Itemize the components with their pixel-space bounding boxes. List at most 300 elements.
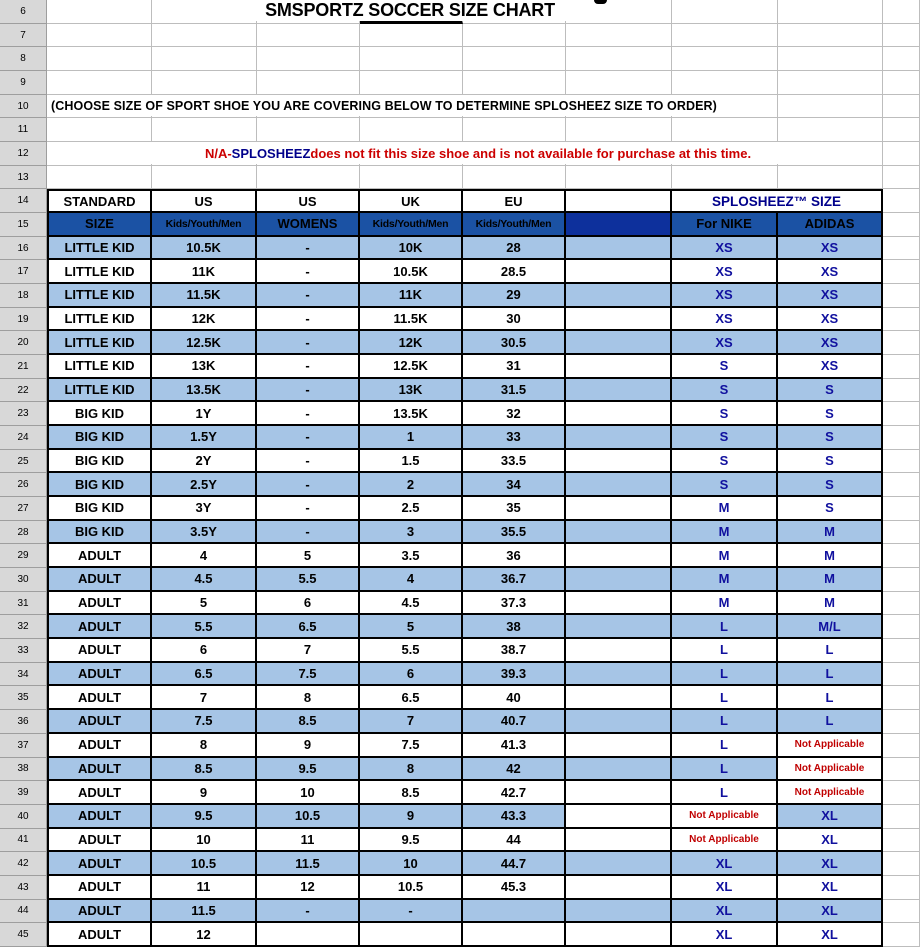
cell-extra[interactable] [883,189,920,213]
cell-uk-size[interactable]: 9.5 [360,829,463,853]
cell-nike-size[interactable]: XS [672,284,778,308]
cell-empty[interactable] [463,47,566,71]
cell-empty[interactable] [778,24,883,48]
cell-eu-size[interactable]: 42 [463,758,566,782]
cell-standard-size[interactable]: BIG KID [47,497,152,521]
row-number[interactable]: 38 [0,758,47,782]
header-eu[interactable]: EU [463,189,566,213]
cell-empty[interactable] [47,47,152,71]
cell-extra[interactable] [883,639,920,663]
cell-uk-size[interactable]: 11K [360,284,463,308]
cell-eu-size[interactable]: 31.5 [463,379,566,403]
cell-extra[interactable] [883,852,920,876]
cell-us-size[interactable]: 1Y [152,402,257,426]
cell-empty[interactable] [360,118,463,142]
cell-adidas-size[interactable]: L [778,639,883,663]
cell-empty[interactable] [463,71,566,95]
cell-nike-size[interactable]: S [672,355,778,379]
row-number[interactable]: 36 [0,710,47,734]
cell-empty[interactable] [672,71,778,95]
row-number[interactable]: 26 [0,473,47,497]
cell-standard-size[interactable]: LITTLE KID [47,331,152,355]
cell-empty[interactable] [257,24,360,48]
cell-eu-size[interactable] [463,923,566,947]
cell-extra[interactable] [883,331,920,355]
cell-adidas-size[interactable]: XL [778,876,883,900]
cell-standard-size[interactable]: ADULT [47,568,152,592]
header-us-sub[interactable]: Kids/Youth/Men [152,213,257,237]
cell-uk-size[interactable]: 5.5 [360,639,463,663]
cell-eu-size[interactable]: 30.5 [463,331,566,355]
cell-us-size[interactable]: 12 [152,923,257,947]
cell-us-size[interactable]: 6.5 [152,663,257,687]
cell-standard-size[interactable]: ADULT [47,544,152,568]
row-number[interactable]: 24 [0,426,47,450]
cell-nike-size[interactable]: M [672,592,778,616]
cell-extra[interactable] [883,497,920,521]
cell-extra[interactable] [883,710,920,734]
cell-us-womens-size[interactable]: 8.5 [257,710,360,734]
cell-us-size[interactable]: 7 [152,686,257,710]
header-splosheez-size[interactable]: SPLOSHEEZ™ SIZE [672,189,883,213]
cell-gap[interactable] [566,758,672,782]
cell-empty[interactable] [566,71,672,95]
cell-adidas-size[interactable]: XS [778,284,883,308]
cell-nike-size[interactable]: Not Applicable [672,829,778,853]
cell-empty[interactable] [47,24,152,48]
cell-us-womens-size[interactable]: 8 [257,686,360,710]
cell-gap[interactable] [566,308,672,332]
cell-nike-size[interactable]: M [672,497,778,521]
cell-empty[interactable] [257,47,360,71]
cell-eu-size[interactable]: 34 [463,473,566,497]
cell-us-size[interactable]: 10.5K [152,237,257,261]
cell-us-womens-size[interactable]: - [257,473,360,497]
cell-extra[interactable] [883,900,920,924]
cell-empty[interactable] [778,95,883,119]
cell-gap[interactable] [566,379,672,403]
cell-us-womens-size[interactable]: - [257,379,360,403]
cell-empty[interactable] [778,118,883,142]
cell-empty[interactable] [360,24,463,48]
row-number[interactable]: 20 [0,331,47,355]
cell-gap[interactable] [566,450,672,474]
cell-uk-size[interactable]: 13.5K [360,402,463,426]
row-number[interactable]: 31 [0,592,47,616]
cell-standard-size[interactable]: BIG KID [47,521,152,545]
cell-empty[interactable] [360,71,463,95]
cell-empty[interactable] [152,118,257,142]
row-number[interactable]: 37 [0,734,47,758]
cell-uk-size[interactable]: 7.5 [360,734,463,758]
cell-standard-size[interactable]: ADULT [47,615,152,639]
cell-us-womens-size[interactable]: - [257,331,360,355]
header-womens[interactable]: WOMENS [257,213,360,237]
cell-standard-size[interactable]: BIG KID [47,426,152,450]
row-number[interactable]: 7 [0,24,47,48]
cell-standard-size[interactable]: ADULT [47,923,152,947]
cell-adidas-size[interactable]: S [778,402,883,426]
cell-gap[interactable] [566,639,672,663]
cell-nike-size[interactable]: M [672,544,778,568]
cell-empty[interactable] [883,0,920,24]
cell-nike-size[interactable]: S [672,450,778,474]
cell-adidas-size[interactable]: L [778,686,883,710]
cell-nike-size[interactable]: S [672,379,778,403]
cell-standard-size[interactable]: ADULT [47,758,152,782]
cell-us-womens-size[interactable]: - [257,521,360,545]
cell-eu-size[interactable]: 28.5 [463,260,566,284]
row-number[interactable]: 25 [0,450,47,474]
cell-extra[interactable] [883,237,920,261]
cell-extra[interactable] [883,260,920,284]
cell-us-size[interactable]: 10.5 [152,852,257,876]
cell-empty[interactable] [566,166,672,190]
cell-gap[interactable] [566,568,672,592]
cell-nike-size[interactable]: Not Applicable [672,805,778,829]
cell-us-size[interactable]: 3Y [152,497,257,521]
cell-extra[interactable] [883,758,920,782]
header-standard[interactable]: STANDARD [47,189,152,213]
cell-uk-size[interactable]: 6.5 [360,686,463,710]
header-us-womens[interactable]: US [257,189,360,213]
cell-uk-size[interactable]: 3.5 [360,544,463,568]
cell-extra[interactable] [883,426,920,450]
cell-extra[interactable] [883,829,920,853]
cell-extra[interactable] [883,734,920,758]
cell-extra[interactable] [883,355,920,379]
cell-us-womens-size[interactable]: 12 [257,876,360,900]
cell-eu-size[interactable]: 38 [463,615,566,639]
cell-adidas-size[interactable]: XS [778,260,883,284]
cell-standard-size[interactable]: BIG KID [47,473,152,497]
cell-uk-size[interactable] [360,923,463,947]
cell-empty[interactable] [778,71,883,95]
cell-gap[interactable] [566,592,672,616]
cell-uk-size[interactable]: 10.5 [360,876,463,900]
cell-uk-size[interactable]: 4 [360,568,463,592]
cell-extra[interactable] [883,308,920,332]
cell-uk-size[interactable]: 1 [360,426,463,450]
cell-nike-size[interactable]: XS [672,331,778,355]
cell-us-womens-size[interactable]: - [257,284,360,308]
row-number[interactable]: 40 [0,805,47,829]
cell-gap[interactable] [566,805,672,829]
row-number[interactable]: 33 [0,639,47,663]
cell-us-womens-size[interactable]: - [257,308,360,332]
header-gap[interactable] [566,189,672,213]
header-gap-dark[interactable] [566,213,672,237]
cell-adidas-size[interactable]: XL [778,829,883,853]
cell-empty[interactable] [463,24,566,48]
cell-us-womens-size[interactable]: 5.5 [257,568,360,592]
cell-us-size[interactable]: 7.5 [152,710,257,734]
cell-standard-size[interactable]: ADULT [47,734,152,758]
cell-us-size[interactable]: 11.5K [152,284,257,308]
row-number[interactable]: 35 [0,686,47,710]
cell-eu-size[interactable]: 43.3 [463,805,566,829]
cell-nike-size[interactable]: L [672,710,778,734]
cell-us-size[interactable]: 13K [152,355,257,379]
cell-us-size[interactable]: 8.5 [152,758,257,782]
cell-extra[interactable] [883,379,920,403]
cell-standard-size[interactable]: ADULT [47,710,152,734]
cell-empty[interactable] [883,118,920,142]
cell-eu-size[interactable]: 45.3 [463,876,566,900]
cell-eu-size[interactable]: 33.5 [463,450,566,474]
row-number[interactable]: 34 [0,663,47,687]
cell-empty[interactable] [883,95,920,119]
cell-nike-size[interactable]: L [672,758,778,782]
row-number[interactable]: 19 [0,308,47,332]
cell-us-womens-size[interactable]: - [257,355,360,379]
row-number[interactable]: 30 [0,568,47,592]
cell-nike-size[interactable]: M [672,568,778,592]
cell-nike-size[interactable]: S [672,426,778,450]
cell-gap[interactable] [566,237,672,261]
cell-standard-size[interactable]: BIG KID [47,402,152,426]
cell-uk-size[interactable]: 12K [360,331,463,355]
cell-us-size[interactable]: 5.5 [152,615,257,639]
row-number[interactable]: 23 [0,402,47,426]
cell-empty[interactable] [360,166,463,190]
cell-extra[interactable] [883,544,920,568]
cell-eu-size[interactable]: 40 [463,686,566,710]
cell-adidas-size[interactable]: M/L [778,615,883,639]
cell-gap[interactable] [566,521,672,545]
cell-standard-size[interactable]: LITTLE KID [47,355,152,379]
cell-us-size[interactable]: 12.5K [152,331,257,355]
cell-us-womens-size[interactable]: - [257,237,360,261]
cell-us-womens-size[interactable]: 7 [257,639,360,663]
row-number[interactable]: 15 [0,213,47,237]
cell-gap[interactable] [566,781,672,805]
cell-us-womens-size[interactable]: 11 [257,829,360,853]
cell-uk-size[interactable]: 3 [360,521,463,545]
cell-us-size[interactable]: 4.5 [152,568,257,592]
cell-standard-size[interactable]: ADULT [47,900,152,924]
row-number[interactable]: 39 [0,781,47,805]
cell-us-womens-size[interactable]: 10.5 [257,805,360,829]
cell-empty[interactable] [152,47,257,71]
row-number[interactable]: 28 [0,521,47,545]
cell-empty[interactable] [463,166,566,190]
cell-adidas-size[interactable]: M [778,544,883,568]
cell-uk-size[interactable]: 9 [360,805,463,829]
cell-nike-size[interactable]: L [672,734,778,758]
cell-nike-size[interactable]: XS [672,308,778,332]
cell-adidas-size[interactable]: L [778,710,883,734]
row-number[interactable]: 9 [0,71,47,95]
cell-empty[interactable] [47,142,152,166]
cell-gap[interactable] [566,497,672,521]
cell-empty[interactable] [778,47,883,71]
cell-gap[interactable] [566,615,672,639]
cell-eu-size[interactable]: 41.3 [463,734,566,758]
cell-extra[interactable] [883,663,920,687]
cell-standard-size[interactable]: ADULT [47,805,152,829]
cell-empty[interactable] [778,166,883,190]
row-number[interactable]: 41 [0,829,47,853]
cell-us-size[interactable]: 3.5Y [152,521,257,545]
cell-adidas-size[interactable]: XS [778,308,883,332]
cell-adidas-size[interactable]: M [778,568,883,592]
cell-empty[interactable] [257,71,360,95]
row-number[interactable]: 10 [0,95,47,119]
cell-us-size[interactable]: 9.5 [152,805,257,829]
cell-adidas-size[interactable]: XL [778,852,883,876]
cell-standard-size[interactable]: ADULT [47,852,152,876]
cell-us-size[interactable]: 5 [152,592,257,616]
cell-adidas-size[interactable]: Not Applicable [778,734,883,758]
cell-us-size[interactable]: 11 [152,876,257,900]
cell-us-womens-size[interactable]: - [257,426,360,450]
cell-standard-size[interactable]: ADULT [47,829,152,853]
cell-eu-size[interactable]: 31 [463,355,566,379]
cell-empty[interactable] [463,118,566,142]
row-number[interactable]: 43 [0,876,47,900]
cell-eu-size[interactable]: 32 [463,402,566,426]
cell-empty[interactable] [672,0,778,24]
cell-empty[interactable] [778,0,883,24]
cell-nike-size[interactable]: L [672,639,778,663]
cell-us-womens-size[interactable]: 11.5 [257,852,360,876]
row-number[interactable]: 45 [0,923,47,947]
cell-extra[interactable] [883,592,920,616]
cell-extra[interactable] [883,284,920,308]
cell-nike-size[interactable]: L [672,781,778,805]
header-uk-sub[interactable]: Kids/Youth/Men [360,213,463,237]
cell-adidas-size[interactable]: Not Applicable [778,758,883,782]
cell-us-size[interactable]: 11K [152,260,257,284]
row-number[interactable]: 16 [0,237,47,261]
cell-empty[interactable] [566,47,672,71]
cell-extra[interactable] [883,805,920,829]
cell-adidas-size[interactable]: M [778,592,883,616]
cell-adidas-size[interactable]: XS [778,331,883,355]
cell-eu-size[interactable]: 44.7 [463,852,566,876]
cell-eu-size[interactable]: 35.5 [463,521,566,545]
cell-eu-size[interactable]: 36.7 [463,568,566,592]
cell-uk-size[interactable]: 8 [360,758,463,782]
cell-us-womens-size[interactable]: 6 [257,592,360,616]
cell-empty[interactable] [672,24,778,48]
cell-extra[interactable] [883,450,920,474]
cell-adidas-size[interactable]: S [778,379,883,403]
cell-us-size[interactable]: 1.5Y [152,426,257,450]
cell-empty[interactable] [883,47,920,71]
cell-empty[interactable] [672,118,778,142]
cell-uk-size[interactable]: 4.5 [360,592,463,616]
cell-us-size[interactable]: 11.5 [152,900,257,924]
cell-nike-size[interactable]: S [672,402,778,426]
cell-eu-size[interactable]: 38.7 [463,639,566,663]
cell-eu-size[interactable]: 28 [463,237,566,261]
cell-empty[interactable] [672,166,778,190]
cell-uk-size[interactable]: 7 [360,710,463,734]
row-number[interactable]: 29 [0,544,47,568]
cell-uk-size[interactable]: 11.5K [360,308,463,332]
header-size[interactable]: SIZE [47,213,152,237]
cell-standard-size[interactable]: ADULT [47,781,152,805]
cell-adidas-size[interactable]: L [778,663,883,687]
cell-adidas-size[interactable]: XS [778,237,883,261]
cell-nike-size[interactable]: XS [672,237,778,261]
cell-us-womens-size[interactable]: - [257,260,360,284]
cell-uk-size[interactable]: 5 [360,615,463,639]
cell-us-size[interactable]: 6 [152,639,257,663]
cell-eu-size[interactable]: 40.7 [463,710,566,734]
cell-us-womens-size[interactable]: 10 [257,781,360,805]
cell-gap[interactable] [566,426,672,450]
header-adidas[interactable]: ADIDAS [778,213,883,237]
header-eu-sub[interactable]: Kids/Youth/Men [463,213,566,237]
cell-gap[interactable] [566,260,672,284]
cell-gap[interactable] [566,900,672,924]
cell-empty[interactable] [257,118,360,142]
cell-standard-size[interactable]: LITTLE KID [47,260,152,284]
cell-empty[interactable] [883,166,920,190]
cell-us-womens-size[interactable]: - [257,450,360,474]
cell-empty[interactable] [883,71,920,95]
cell-adidas-size[interactable]: S [778,473,883,497]
cell-gap[interactable] [566,876,672,900]
cell-us-size[interactable]: 9 [152,781,257,805]
cell-standard-size[interactable]: LITTLE KID [47,237,152,261]
cell-gap[interactable] [566,829,672,853]
cell-us-size[interactable]: 2.5Y [152,473,257,497]
cell-extra[interactable] [883,402,920,426]
cell-adidas-size[interactable]: XL [778,923,883,947]
cell-empty[interactable] [566,118,672,142]
cell-empty[interactable] [47,166,152,190]
cell-us-size[interactable]: 8 [152,734,257,758]
cell-gap[interactable] [566,544,672,568]
cell-empty[interactable] [152,24,257,48]
cell-us-size[interactable]: 4 [152,544,257,568]
cell-extra[interactable] [883,521,920,545]
row-number[interactable]: 17 [0,260,47,284]
cell-empty[interactable] [360,47,463,71]
cell-us-womens-size[interactable]: - [257,900,360,924]
cell-eu-size[interactable]: 42.7 [463,781,566,805]
cell-extra[interactable] [883,923,920,947]
cell-us-womens-size[interactable]: 7.5 [257,663,360,687]
cell-uk-size[interactable]: - [360,900,463,924]
row-number[interactable]: 12 [0,142,47,166]
cell-gap[interactable] [566,402,672,426]
cell-us-size[interactable]: 13.5K [152,379,257,403]
cell-us-womens-size[interactable]: 9.5 [257,758,360,782]
header-us[interactable]: US [152,189,257,213]
cell-standard-size[interactable]: BIG KID [47,450,152,474]
cell-gap[interactable] [566,710,672,734]
cell-nike-size[interactable]: XL [672,852,778,876]
cell-standard-size[interactable]: ADULT [47,876,152,900]
cell-empty[interactable] [152,71,257,95]
cell-empty[interactable] [883,24,920,48]
cell-us-size[interactable]: 10 [152,829,257,853]
row-number[interactable]: 27 [0,497,47,521]
row-number[interactable]: 22 [0,379,47,403]
cell-nike-size[interactable]: L [672,663,778,687]
cell-us-womens-size[interactable]: 9 [257,734,360,758]
row-number[interactable]: 44 [0,900,47,924]
cell-us-size[interactable]: 12K [152,308,257,332]
cell-gap[interactable] [566,355,672,379]
row-number[interactable]: 32 [0,615,47,639]
cell-standard-size[interactable]: LITTLE KID [47,379,152,403]
